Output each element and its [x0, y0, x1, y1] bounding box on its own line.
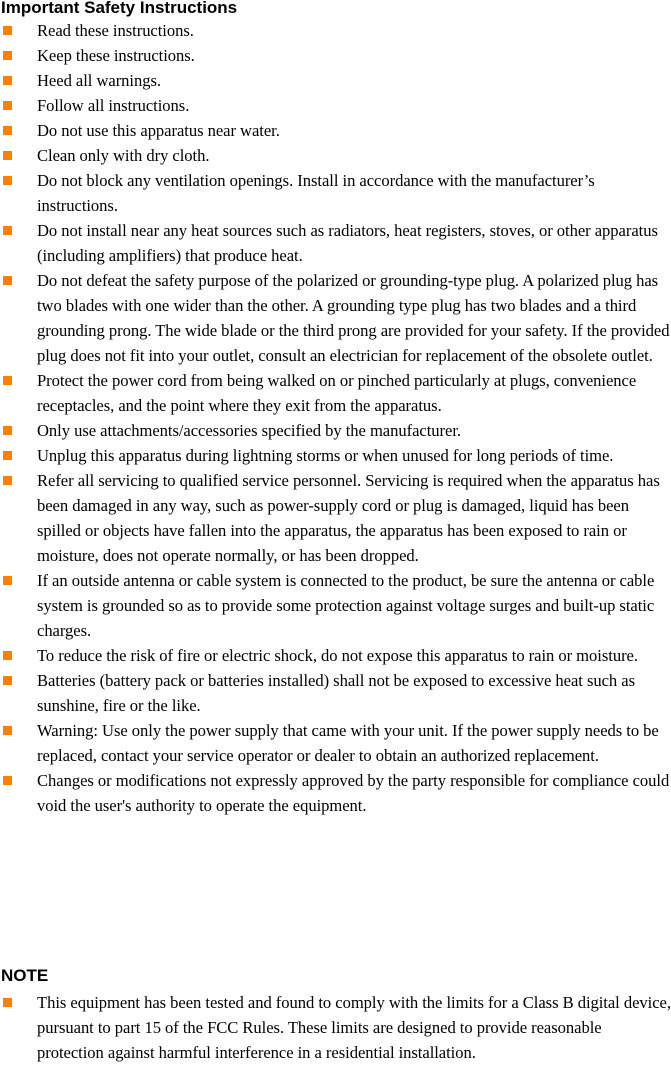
list-item-text: Warning: Use only the power supply that came with your unit. If the power supply needs to be replaced, contact your service operator or dealer to obtain an authorized replacement. [37, 721, 659, 765]
square-bullet-icon [3, 376, 12, 385]
list-item [0, 990, 671, 1065]
list-item [0, 718, 671, 768]
list-item-text: Only use attachments/accessories specified by the manufacturer. [37, 421, 461, 440]
square-bullet-icon [3, 676, 12, 685]
list-item [0, 443, 671, 468]
safety-instructions-title: Important Safety Instructions [1, 0, 238, 17]
square-bullet-icon [3, 476, 12, 485]
safety-instructions-list [0, 18, 671, 818]
square-bullet-icon [3, 176, 12, 185]
list-item-text: If an outside antenna or cable system is connected to the product, be sure the antenna or cable system is grounded so as to provide some protection against voltage surges and built-up static charges. [37, 571, 655, 640]
list-item [0, 68, 671, 93]
square-bullet-icon [3, 226, 12, 235]
square-bullet-icon [3, 651, 12, 660]
square-bullet-icon [3, 276, 12, 285]
list-item-text: Do not use this apparatus near water. [37, 121, 280, 140]
list-item [0, 668, 671, 718]
square-bullet-icon [3, 726, 12, 735]
list-item [0, 768, 671, 818]
list-item [0, 643, 671, 668]
square-bullet-icon [3, 451, 12, 460]
list-item [0, 18, 671, 43]
square-bullet-icon [3, 151, 12, 160]
list-item-text: To reduce the risk of fire or electric shock, do not expose this apparatus to rain or moisture. [37, 646, 638, 665]
note-list [0, 990, 671, 1065]
list-item-text: Batteries (battery pack or batteries installed) shall not be exposed to excessive heat such as sunshine, fire or the like. [37, 671, 635, 715]
list-item-text: Clean only with dry cloth. [37, 146, 210, 165]
list-item-text: This equipment has been tested and found to comply with the limits for a Class B digital device, pursuant to part 15 of the FCC Rules. These limits are designed to provide reasonable protection against harmful interference in a residential installation. [37, 993, 671, 1062]
list-item [0, 143, 671, 168]
list-item [0, 168, 671, 218]
square-bullet-icon [3, 26, 12, 35]
list-item [0, 418, 671, 443]
square-bullet-icon [3, 998, 12, 1007]
square-bullet-icon [3, 776, 12, 785]
list-item-text: Do not install near any heat sources such as radiators, heat registers, stoves, or other apparatus (including amplifiers) that produce heat. [37, 221, 658, 265]
list-item [0, 218, 671, 268]
square-bullet-icon [3, 76, 12, 85]
list-item-text: Do not block any ventilation openings. Install in accordance with the manufacturer’s instructions. [37, 171, 595, 215]
list-item [0, 568, 671, 643]
list-item [0, 268, 671, 368]
list-item-text: Heed all warnings. [37, 71, 161, 90]
square-bullet-icon [3, 126, 12, 135]
list-item [0, 368, 671, 418]
list-item [0, 43, 671, 68]
square-bullet-icon [3, 576, 12, 585]
list-item-text: Follow all instructions. [37, 96, 190, 115]
square-bullet-icon [3, 101, 12, 110]
list-item-text: Refer all servicing to qualified service personnel. Servicing is required when the apparatus has been damaged in any way, such as power-supply cord or plug is damaged, liquid has been spilled or objects have fallen into the apparatus, the apparatus has been exposed to rain or moisture, does not operate normally, or has been dropped. [37, 471, 660, 565]
list-item-text: Changes or modifications not expressly approved by the party responsible for compliance could void the user's authority to operate the equipment. [37, 771, 670, 815]
list-item-text: Unplug this apparatus during lightning storms or when unused for long periods of time. [37, 446, 614, 465]
note-title: NOTE [1, 966, 49, 985]
list-item [0, 118, 671, 143]
list-item-text: Read these instructions. [37, 21, 194, 40]
list-item [0, 93, 671, 118]
list-item-text: Do not defeat the safety purpose of the polarized or grounding-type plug. A polarized plug has two blades with one wider than the other. A grounding type plug has two blades and a third grounding prong. The wide blade or the third prong are provided for your safety. If the provided plug does not fit into your outlet, consult an electrician for replacement of the obsolete outlet. [37, 271, 670, 365]
square-bullet-icon [3, 51, 12, 60]
list-item [0, 468, 671, 568]
square-bullet-icon [3, 426, 12, 435]
list-item-text: Keep these instructions. [37, 46, 195, 65]
list-item-text: Protect the power cord from being walked on or pinched particularly at plugs, convenience receptacles, and the point where they exit from the apparatus. [37, 371, 637, 415]
